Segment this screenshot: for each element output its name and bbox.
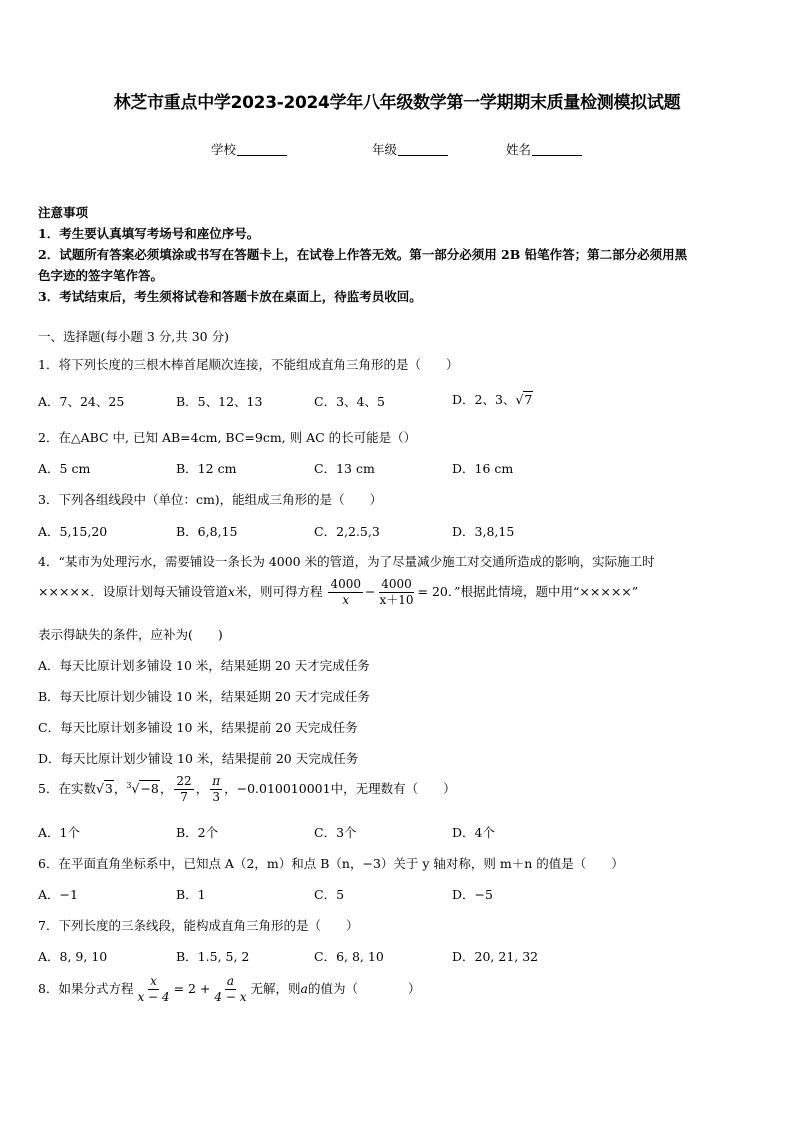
q4-text-b: 米，则可得方程 bbox=[234, 584, 323, 599]
q1-radicand: 7 bbox=[524, 392, 533, 407]
q6-option-a[interactable]: A．−1 bbox=[38, 887, 78, 902]
school-blank[interactable] bbox=[237, 143, 287, 156]
q4-eq-tail: = 20．”根据此情境，题中用“×××××” bbox=[417, 584, 639, 599]
grade-blank[interactable] bbox=[398, 143, 448, 156]
q2-option-b[interactable]: B．12 cm bbox=[176, 461, 237, 476]
q5-f1-num: 22 bbox=[176, 774, 192, 788]
q4-option-c[interactable]: C．每天比原计划多铺设 10 米，结果提前 20 天完成任务 bbox=[38, 720, 358, 735]
notes-heading: 注意事项 bbox=[38, 205, 89, 220]
name-label: 姓名 bbox=[506, 142, 532, 157]
school-field[interactable] bbox=[211, 140, 287, 158]
q7-option-b[interactable]: B．1.5, 5, 2 bbox=[176, 949, 250, 964]
q7-stem: 7．下列长度的三条线段，能构成直角三角形的是（ ） bbox=[38, 918, 359, 933]
q7-option-d[interactable]: D．20, 21, 32 bbox=[452, 949, 539, 964]
q3-option-a[interactable]: A．5,15,20 bbox=[38, 524, 108, 539]
q3-option-d[interactable]: D．3,8,15 bbox=[452, 524, 515, 539]
q3-option-c[interactable]: C．2,2.5,3 bbox=[314, 524, 380, 539]
q8-f1-num: x bbox=[150, 974, 157, 988]
q5-option-b[interactable]: B．2个 bbox=[176, 825, 219, 840]
q4-f1-den: x bbox=[342, 593, 350, 607]
grade-field[interactable] bbox=[372, 140, 448, 158]
q4-f2-den: x＋10 bbox=[379, 593, 414, 607]
q1-option-a[interactable]: A．7、24、25 bbox=[38, 394, 125, 409]
q8-text-pre: 8．如果分式方程 bbox=[38, 981, 134, 996]
school-label: 学校 bbox=[211, 142, 237, 157]
q5-f2-num: π bbox=[212, 774, 221, 788]
q3-option-b[interactable]: B．6,8,15 bbox=[176, 524, 238, 539]
q1-stem: 1．将下列长度的三根木棒首尾顺次连接，不能组成直角三角形的是（ ） bbox=[38, 357, 459, 372]
cube-root-index: 3 bbox=[126, 780, 132, 790]
q4-stem-end: 表示得缺失的条件，应补为( ) bbox=[38, 627, 223, 642]
name-blank[interactable] bbox=[532, 143, 582, 156]
note-3: 3．考试结束后，考生须将试卷和答题卡放在桌面上，待监考员收回。 bbox=[38, 289, 422, 304]
q5-text-tail: ，−0.010010001中，无理数有（ ） bbox=[224, 781, 456, 796]
q2-option-a[interactable]: A．5 cm bbox=[38, 461, 91, 476]
q4-text-a: ×××××．设原计划每天铺设管道 bbox=[38, 584, 228, 599]
q6-option-d[interactable]: D．−5 bbox=[452, 887, 493, 902]
note-2-cont: 色字迹的签字笔作答。 bbox=[38, 268, 164, 283]
q5-sqrt-radicand: 3 bbox=[104, 781, 113, 796]
q7-option-c[interactable]: C．6, 8, 10 bbox=[314, 949, 384, 964]
q2-option-c[interactable]: C．13 cm bbox=[314, 461, 375, 476]
q3-stem: 3．下列各组线段中（单位：cm)，能组成三角形的是（ ） bbox=[38, 492, 383, 507]
q5-stem: 5．在实数√3，$^3$√−8， $\frac{22}{7}$ ， $\frac{\pi}{3}$ ，−0.010010001中，无理数有（ ） bbox=[38, 774, 456, 804]
q1-option-d-text: D．2、3、 bbox=[452, 392, 516, 407]
q5-option-d[interactable]: D．4个 bbox=[452, 825, 495, 840]
q1-option-d[interactable] bbox=[452, 390, 533, 408]
q2-option-d[interactable]: D．16 cm bbox=[452, 461, 514, 476]
q5-fraction-2 bbox=[210, 774, 222, 805]
q4-f2-num: 4000 bbox=[381, 577, 412, 591]
q5-fraction-1 bbox=[174, 774, 193, 805]
q5-option-c[interactable]: C．3个 bbox=[314, 825, 357, 840]
note-2: 2．试题所有答案必须填涂或书写在答题卡上，在试卷上作答无效。第一部分必须用 2B 铅笔作答；第二部分必须用黑 bbox=[38, 247, 688, 262]
q6-option-b[interactable]: B．1 bbox=[176, 887, 206, 902]
q4-option-b[interactable]: B．每天比原计划少铺设 10 米，结果延期 20 天才完成任务 bbox=[38, 689, 370, 704]
q1-option-c[interactable]: C．3、4、5 bbox=[314, 394, 385, 409]
q5-f1-den: 7 bbox=[180, 790, 188, 804]
q5-f2-den: 3 bbox=[212, 790, 220, 804]
section-heading: 一、选择题(每小题 3 分,共 30 分) bbox=[38, 329, 229, 344]
q6-stem: 6．在平面直角坐标系中，已知点 A（2，m）和点 B（n，−3）关于 y 轴对称，则 m＋n 的值是（ ） bbox=[38, 856, 624, 871]
q4-equation-line bbox=[38, 577, 638, 608]
sqrt-symbol: √7 bbox=[515, 392, 533, 407]
q5-text-pre: 5．在实数 bbox=[38, 781, 96, 796]
q4-option-d[interactable]: D．每天比原计划少铺设 10 米，结果提前 20 天完成任务 bbox=[38, 751, 359, 766]
q8-text-post: 无解，则 bbox=[250, 981, 301, 996]
q8-fraction-2 bbox=[212, 974, 248, 1005]
q8-var-a: a bbox=[300, 981, 308, 996]
grade-label: 年级 bbox=[372, 142, 398, 157]
q4-var-x: x bbox=[227, 584, 235, 599]
q7-option-a[interactable]: A．8, 9, 10 bbox=[38, 949, 108, 964]
q4-stem: 4．“某市为处理污水，需要铺设一条长为 4000 米的管道，为了尽量减少施工对交通所造成的影响，实际施工时 bbox=[38, 554, 655, 569]
q8-f2-num: a bbox=[226, 974, 235, 988]
page-title: 林芝市重点中学2023-2024学年八年级数学第一学期期末质量检测模拟试题 bbox=[113, 93, 681, 113]
cube-root-symbol: √−8 bbox=[131, 781, 159, 796]
q8-text-mid: = 2 + bbox=[173, 981, 211, 996]
q4-minus: − bbox=[364, 584, 376, 599]
q5-cbrt-radicand: −8 bbox=[140, 781, 159, 796]
q8-stem bbox=[38, 974, 421, 1005]
q4-fraction-2 bbox=[377, 577, 415, 608]
q6-option-c[interactable]: C．5 bbox=[314, 887, 345, 902]
q8-f2-den: 4 − x bbox=[214, 990, 247, 1004]
note-1: 1．考生要认真填写考场号和座位序号。 bbox=[38, 226, 260, 241]
q4-f1-num: 4000 bbox=[330, 577, 361, 591]
q5-option-a[interactable]: A．1个 bbox=[38, 825, 80, 840]
q4-option-a[interactable]: A．每天比原计划多铺设 10 米，结果延期 20 天才完成任务 bbox=[38, 658, 370, 673]
q8-text-end: 的值为（ ） bbox=[307, 981, 421, 996]
name-field[interactable] bbox=[506, 140, 582, 158]
q8-fraction-1 bbox=[135, 974, 171, 1005]
sqrt-symbol: √3 bbox=[95, 781, 113, 796]
q4-fraction-1 bbox=[328, 577, 363, 608]
q2-stem: 2．在△ABC 中, 已知 AB=4cm, BC=9cm, 则 AC 的长可能是（） bbox=[38, 430, 417, 445]
q8-f1-den: x − 4 bbox=[137, 990, 170, 1004]
q1-option-b[interactable]: B．5、12、13 bbox=[176, 394, 263, 409]
